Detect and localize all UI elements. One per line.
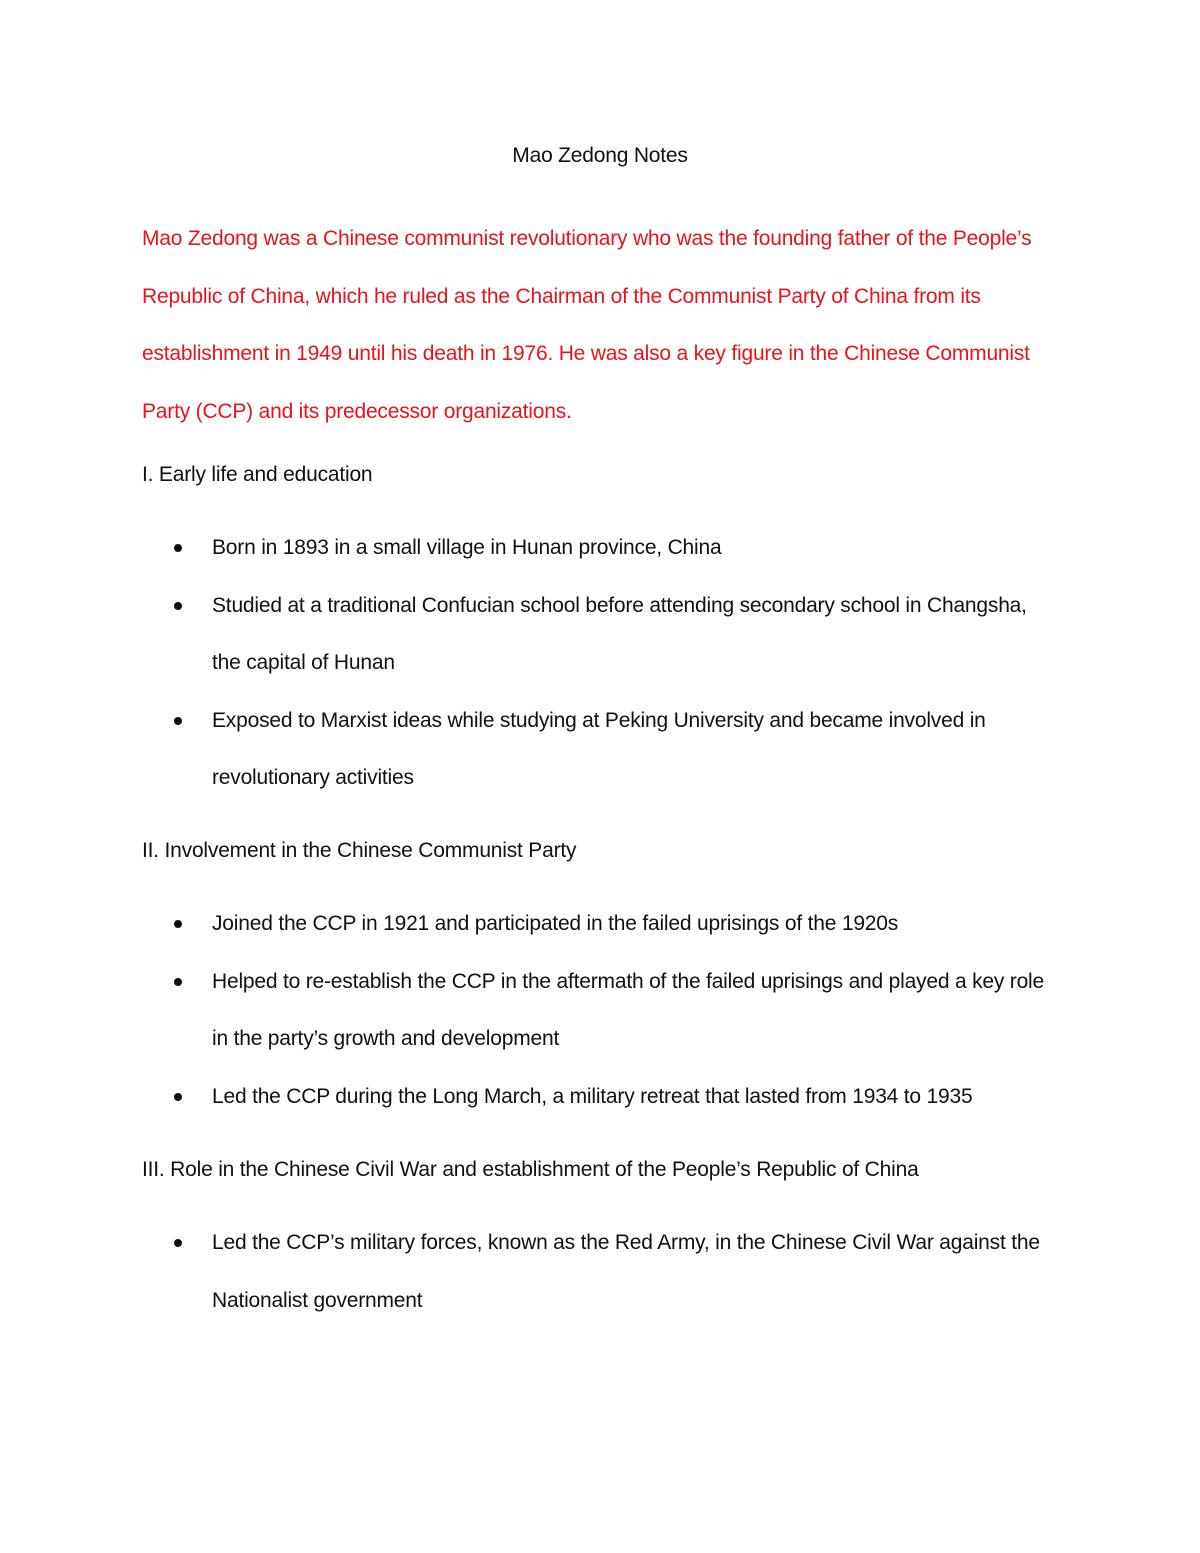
bullet-icon xyxy=(174,1239,182,1247)
list-item-text: Led the CCP’s military forces, known as the Red Army, in the Chinese Civil War against the Nationalist government xyxy=(212,1231,1040,1312)
list-item xyxy=(0,692,1052,807)
intro-text: Mao Zedong was a Chinese communist revolutionary who was the founding father of the People’s Republic of China, which he ruled as the Chairman of the Communist Party of China from its establishment in 1949 until his death in 1976. He was also a key figure in the Chinese Communist Party (CCP) and its predecessor organizations. xyxy=(142,227,1032,423)
bullet-icon xyxy=(174,1093,182,1101)
bullet-icon xyxy=(174,717,182,725)
section-bullets-civil-war xyxy=(0,1214,1200,1329)
section-heading-ccp-involvement: II. Involvement in the Chinese Communist Party xyxy=(142,839,577,862)
bullet-icon xyxy=(174,920,182,928)
bullet-icon xyxy=(174,602,182,610)
intro-paragraph xyxy=(142,210,1062,440)
list-item xyxy=(0,1214,1052,1329)
list-item-text: Born in 1893 in a small village in Hunan province, China xyxy=(212,536,722,559)
list-item-text: Exposed to Marxist ideas while studying at Peking University and became involved in revolutionary activities xyxy=(212,708,986,789)
section-bullets-early-life xyxy=(0,519,1200,807)
list-item xyxy=(0,895,1052,953)
section-bullets-ccp-involvement xyxy=(0,895,1200,1125)
list-item-text: Studied at a traditional Confucian school before attending secondary school in Changsha, the capital of Hunan xyxy=(212,593,1027,674)
document-title: Mao Zedong Notes xyxy=(512,144,688,167)
section-heading-civil-war: III. Role in the Chinese Civil War and establishment of the People’s Republic of China xyxy=(142,1158,919,1181)
list-item xyxy=(0,953,1052,1068)
bullet-icon xyxy=(174,544,182,552)
list-item xyxy=(0,1068,1052,1126)
section-heading-early-life: I. Early life and education xyxy=(142,463,373,486)
list-item-text: Led the CCP during the Long March, a military retreat that lasted from 1934 to 1935 xyxy=(212,1084,973,1108)
list-item xyxy=(0,519,1052,577)
list-item-text: Helped to re-establish the CCP in the aftermath of the failed uprisings and played a key role in the party’s growth and development xyxy=(212,969,1045,1050)
list-item xyxy=(0,577,1052,692)
list-item-text: Joined the CCP in 1921 and participated in the failed uprisings of the 1920s xyxy=(212,912,899,935)
bullet-icon xyxy=(174,978,182,986)
